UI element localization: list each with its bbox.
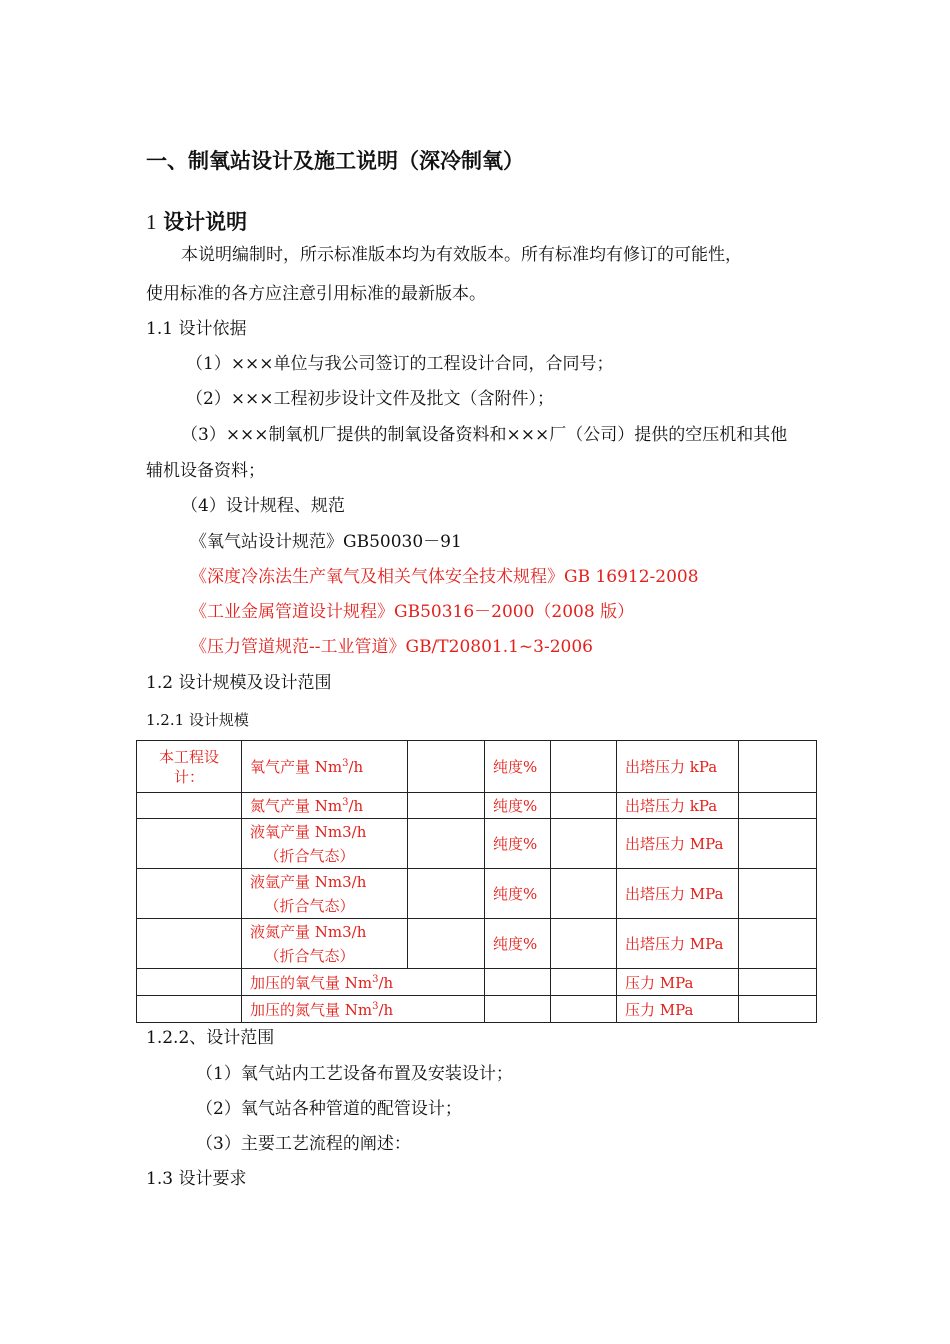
table-row: [137, 819, 817, 869]
purity-cell: 纯度%: [485, 819, 551, 869]
heading-1-2-1: 1.2.1 设计规模: [146, 711, 249, 729]
empty-cell: [137, 919, 242, 969]
value-cell: [485, 969, 551, 996]
item-cell: 氧气产量 Nm$^3$/h: [242, 741, 408, 793]
item-cell: 液氮产量 Nm3/h （折合气态）: [242, 919, 408, 969]
section-title: 设计说明: [163, 210, 248, 234]
table-row: [137, 793, 817, 819]
value-cell: [739, 919, 817, 969]
section-heading: [146, 206, 247, 236]
value-cell: [485, 996, 551, 1023]
purity-cell: 纯度%: [485, 919, 551, 969]
pressure-cell: 出塔压力 MPa: [617, 919, 739, 969]
empty-cell: [137, 819, 242, 869]
table-row: [137, 919, 817, 969]
intro-line-2: 使用标准的各方应注意引用标准的最新版本。: [146, 284, 486, 304]
project-design-cell: 本工程设 计：: [137, 741, 242, 793]
pressure-cell: 出塔压力 kPa: [617, 793, 739, 819]
intro-line-1: 本说明编制时，所示标准版本均为有效版本。所有标准均有修订的可能性，: [181, 245, 742, 265]
scope-item-1: （1）氧气站内工艺设备布置及安装设计；: [196, 1064, 513, 1084]
heading-1-1: 1.1 设计依据: [146, 319, 247, 339]
table-row: [137, 969, 817, 996]
pressure-cell: 出塔压力 MPa: [617, 869, 739, 919]
standard-item: 《工业金属管道设计规程》GB50316－2000（2008 版）: [190, 602, 635, 622]
table-row: [137, 996, 817, 1023]
heading-1-2: 1.2 设计规模及设计范围: [146, 673, 332, 693]
item-cell: 加压的氧气量 Nm$^3$/h: [242, 969, 485, 996]
empty-cell: [137, 969, 242, 996]
value-cell: [551, 819, 617, 869]
item-cell: 加压的氮气量 Nm$^3$/h: [242, 996, 485, 1023]
item-cell: 氮气产量 Nm$^3$/h: [242, 793, 408, 819]
value-cell: [551, 869, 617, 919]
value-cell: [408, 741, 485, 793]
standard-item: 《氧气站设计规范》GB50030－91: [190, 532, 462, 552]
value-cell: [739, 819, 817, 869]
heading-1-2-2: 1.2.2、设计范围: [146, 1028, 275, 1048]
value-cell: [408, 793, 485, 819]
pressure-cell: 出塔压力 kPa: [617, 741, 739, 793]
value-cell: [551, 741, 617, 793]
purity-cell: 纯度%: [485, 869, 551, 919]
purity-cell: 纯度%: [485, 793, 551, 819]
value-cell: [739, 969, 817, 996]
document-title: 一、制氧站设计及施工说明（深冷制氧）: [146, 149, 524, 173]
empty-cell: [137, 869, 242, 919]
value-cell: [551, 996, 617, 1023]
value-cell: [739, 741, 817, 793]
value-cell: [739, 793, 817, 819]
standard-item: 《深度冷冻法生产氧气及相关气体安全技术规程》GB 16912-2008: [190, 567, 699, 587]
standard-item: 《压力管道规范--工业管道》GB/T20801.1~3-2006: [190, 637, 593, 657]
purity-cell: 纯度%: [485, 741, 551, 793]
basis-item-4: （4）设计规程、规范: [181, 496, 345, 516]
design-scale-table: [136, 740, 817, 1023]
pressure-cell: 压力 MPa: [617, 969, 739, 996]
pressure-cell: 压力 MPa: [617, 996, 739, 1023]
basis-item-3-cont: 辅机设备资料；: [146, 461, 265, 481]
value-cell: [408, 819, 485, 869]
value-cell: [551, 793, 617, 819]
basis-item-1: （1）×××单位与我公司签订的工程设计合同，合同号；: [186, 354, 614, 374]
value-cell: [551, 919, 617, 969]
heading-1-3: 1.3 设计要求: [146, 1169, 247, 1189]
table-row: [137, 741, 817, 793]
scope-item-3: （3）主要工艺流程的阐述：: [196, 1134, 411, 1154]
empty-cell: [137, 793, 242, 819]
item-cell: 液氧产量 Nm3/h （折合气态）: [242, 819, 408, 869]
table-row: [137, 869, 817, 919]
value-cell: [408, 869, 485, 919]
empty-cell: [137, 996, 242, 1023]
value-cell: [739, 869, 817, 919]
value-cell: [408, 919, 485, 969]
value-cell: [551, 969, 617, 996]
basis-item-3: （3）×××制氧机厂提供的制氧设备资料和×××厂（公司）提供的空压机和其他: [181, 425, 788, 445]
value-cell: [739, 996, 817, 1023]
scope-item-2: （2）氧气站各种管道的配管设计；: [196, 1099, 462, 1119]
basis-item-2: （2）×××工程初步设计文件及批文（含附件）；: [186, 389, 555, 409]
item-cell: 液氩产量 Nm3/h （折合气态）: [242, 869, 408, 919]
pressure-cell: 出塔压力 MPa: [617, 819, 739, 869]
section-number: 1: [146, 210, 157, 234]
